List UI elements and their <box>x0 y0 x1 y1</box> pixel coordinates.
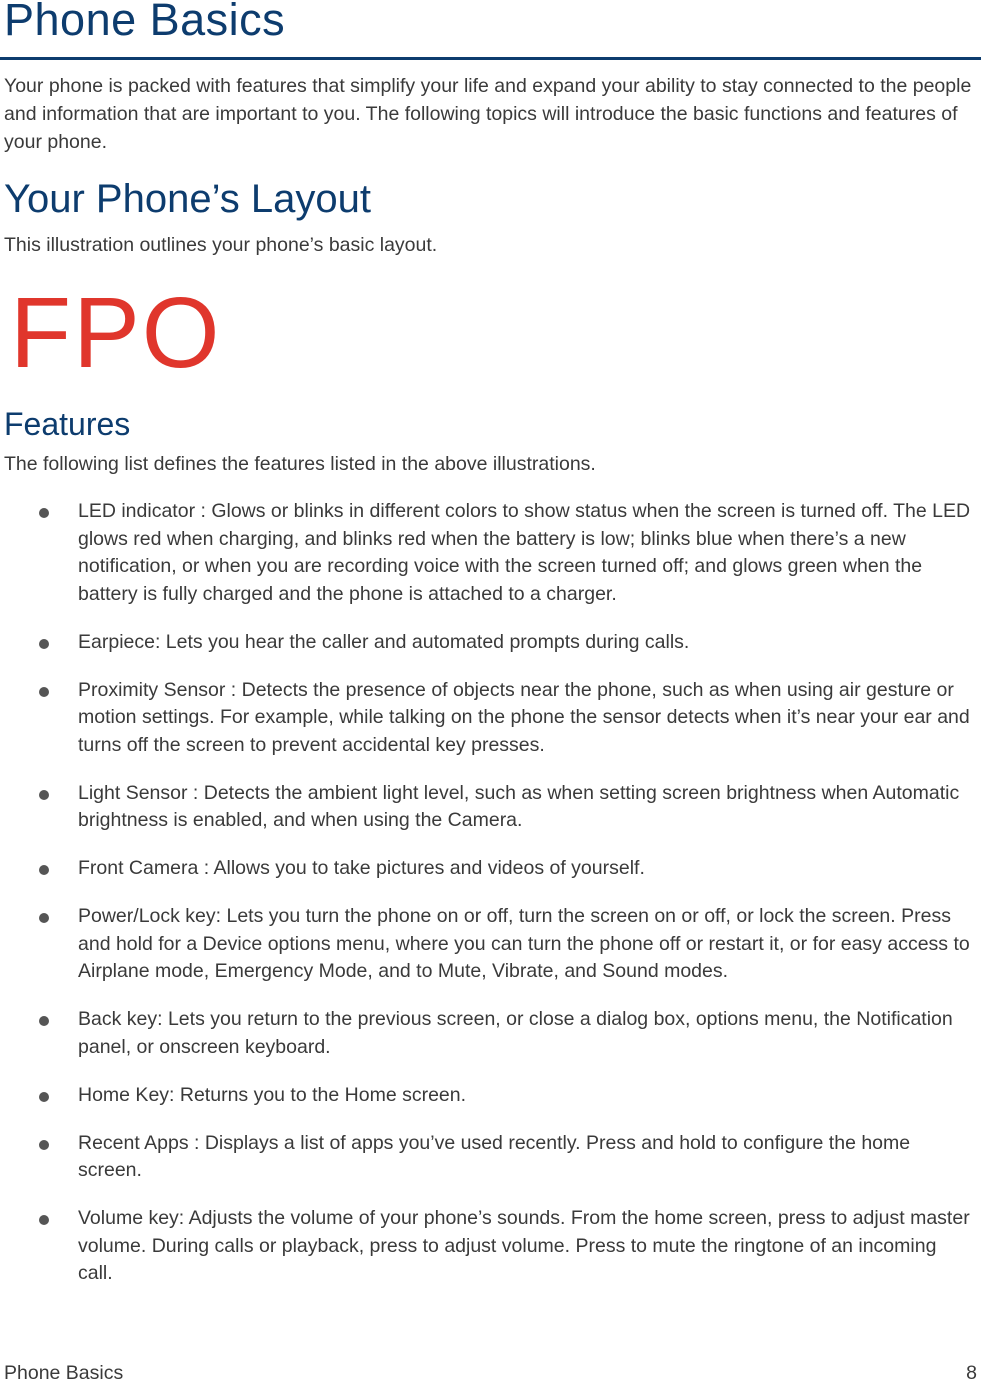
list-item <box>0 629 981 657</box>
bullet-icon <box>39 913 49 923</box>
placeholder-image: FPO <box>10 277 222 389</box>
bullet-icon <box>39 1215 49 1225</box>
feature-name: Front Camera <box>78 857 199 879</box>
feature-name: Light Sensor <box>78 781 188 804</box>
features-lead: The following list defines the features listed in the above illustrations. <box>4 453 596 475</box>
bullet-icon <box>39 508 49 518</box>
feature-desc: : Allows you to take pictures and videos of yourself. <box>198 857 645 879</box>
bullet-icon <box>39 790 49 800</box>
list-item <box>0 903 981 986</box>
section-caption: This illustration outlines your phone’s basic layout. <box>4 234 438 256</box>
list-item <box>0 1006 981 1061</box>
list-item <box>0 677 981 760</box>
title-rule <box>0 57 981 60</box>
feature-name: Proximity Sensor <box>78 678 226 701</box>
footer-section-name: Phone Basics <box>4 1362 124 1384</box>
feature-desc: key: Lets you turn the phone on or off, turn the screen on or off, or lock the screen. Press and hold for a Device options menu, where you can turn the phone off or restart it, or for easy access to Airplane mode, Emergency Mode, and to Mute, Vibrate, and Sound modes. <box>78 905 970 982</box>
feature-name: Power/Lock <box>78 905 180 927</box>
intro-paragraph: Your phone is packed with features that simplify your life and expand your ability to stay connected to the people and information that are important to you. The following topics will introduce the basic functions and features of your phone. <box>4 75 972 153</box>
list-item <box>0 498 981 608</box>
feature-desc: key: Lets you return to the previous screen, or close a dialog box, options menu, the Notification panel, or onscreen keyboard. <box>78 1008 953 1058</box>
bullet-icon <box>39 687 49 697</box>
chapter-title: Phone Basics <box>4 0 286 45</box>
feature-desc: : Lets you hear the caller and automated prompts during calls. <box>154 630 690 653</box>
list-item <box>0 1082 981 1110</box>
section-title: Your Phone’s Layout <box>4 177 371 221</box>
bullet-icon <box>39 1016 49 1026</box>
list-item <box>0 780 981 835</box>
features-list <box>0 498 981 1308</box>
feature-name: Home Key <box>78 1083 170 1106</box>
feature-name: Back <box>78 1008 122 1030</box>
feature-desc: : Displays a list of apps you’ve used recently. Press and hold to configure the home screen. <box>78 1131 911 1181</box>
feature-desc: : Detects the presence of objects near the phone, such as when using air gesture or motion settings. For example, while talking on the phone the sensor detects when it’s near your ear and turns off the screen to prevent accidental key presses. <box>78 678 970 756</box>
feature-name: Earpiece <box>78 630 155 653</box>
feature-name: LED indicator <box>78 500 196 522</box>
list-item <box>0 1205 981 1288</box>
feature-desc: : Detects the ambient light level, such as when setting screen brightness when Automatic brightness is enabled, and when using the Camera. <box>78 781 960 831</box>
feature-desc: : Returns you to the Home screen. <box>169 1083 467 1106</box>
feature-name: Recent Apps <box>78 1131 189 1154</box>
features-title: Features <box>4 406 131 442</box>
footer-page-number: 8 <box>966 1362 977 1384</box>
bullet-icon <box>39 1092 49 1102</box>
bullet-icon <box>39 639 49 649</box>
bullet-icon <box>39 865 49 875</box>
bullet-icon <box>39 1140 49 1150</box>
feature-desc: : Glows or blinks in different colors to show status when the screen is turned off. The LED glows red when charging, and blinks red when the battery is low; blinks blue when there’s a new notification, or when you are recording voice with the screen turned off; and glows green when the battery is fully charged and the phone is attached to a charger. <box>78 500 971 605</box>
list-item <box>0 855 981 883</box>
feature-desc: key: Adjusts the volume of your phone’s sounds. From the home screen, press to adjust master volume. During calls or playback, press to adjust volume. Press to mute the ringtone of an incoming call. <box>78 1207 970 1284</box>
list-item <box>0 1130 981 1185</box>
feature-name: Volume <box>78 1207 144 1229</box>
